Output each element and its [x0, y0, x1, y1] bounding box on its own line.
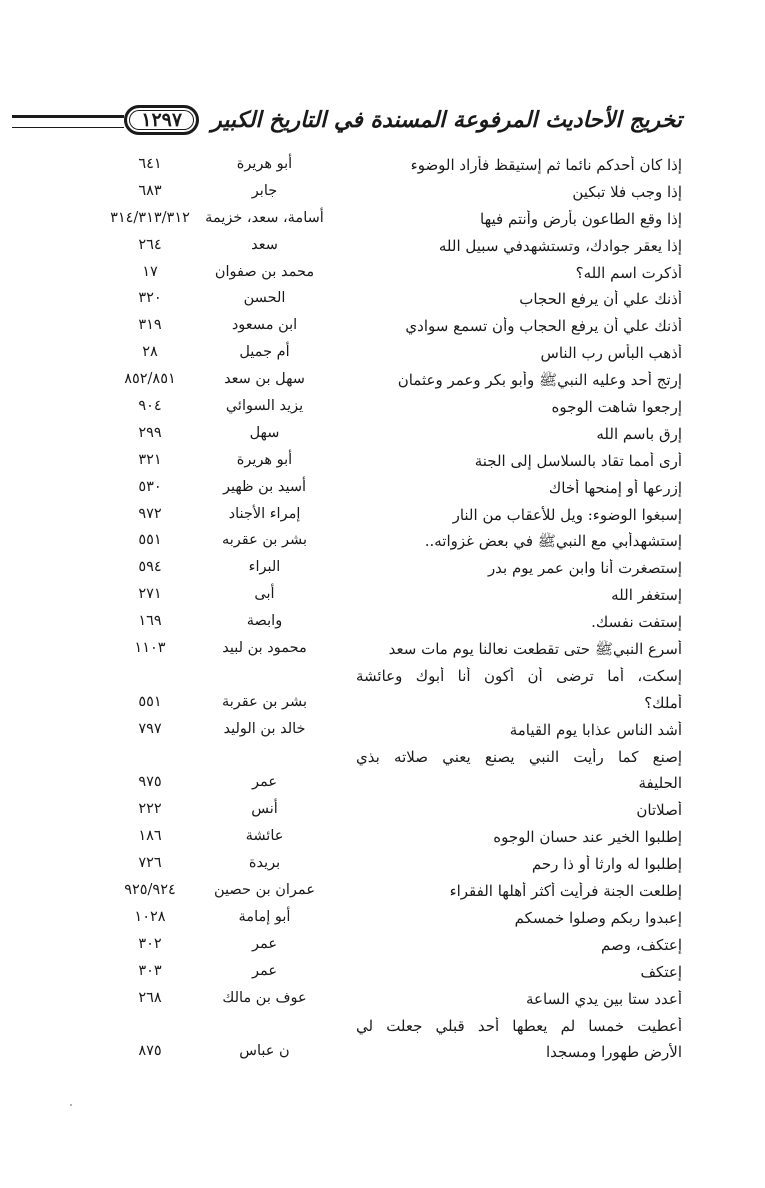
page-reference: ٢٢٢	[138, 801, 162, 818]
narrator: أبى	[254, 586, 275, 603]
page-reference: ٣٢١	[138, 451, 162, 468]
page-reference: ٩٢٥/٩٢٤	[124, 882, 176, 899]
index-row	[70, 988, 682, 1015]
page-speck	[70, 1104, 72, 1106]
narrator: سهل بن سعد	[224, 371, 305, 388]
hadith-text: إستشهدأبي مع النبيﷺ في بعض غزواته..	[424, 532, 682, 551]
narrator: أسامة، سعد، خزيمة	[205, 209, 324, 226]
index-row	[70, 934, 682, 961]
index-row	[70, 692, 682, 719]
index-row	[70, 826, 682, 853]
page-reference: ٢٧١	[138, 586, 162, 603]
hadith-text: أذكرت اسم الله؟	[575, 263, 682, 282]
page-reference: ٨٥٢/٨٥١	[124, 371, 176, 388]
narrator: بشر بن عقربة	[221, 693, 308, 710]
hadith-text: إرق باسم الله	[596, 424, 682, 443]
index-row	[70, 369, 682, 396]
narrator: البراء	[248, 559, 281, 576]
hadith-text: إذا يعقر جوادك، وتستشهدفي سبيل الله	[438, 236, 682, 255]
index-row	[70, 396, 682, 423]
index-row	[70, 235, 682, 262]
header-rule-end	[12, 115, 124, 128]
page-reference: ١٠٢٨	[134, 908, 166, 925]
running-title: تخريج الأحاديث المرفوعة المسندة في التاريخ الكبير	[211, 107, 682, 133]
page-reference: ٣١٩	[138, 317, 162, 334]
page-reference: ١٨٦	[138, 828, 162, 845]
hadith-text: إستصغرت أنا وابن عمر يوم بدر	[487, 559, 682, 578]
hadith-text: أعدد ستا بين يدي الساعة	[526, 989, 682, 1008]
hadith-text: أذنك علي أن يرفع الحجاب	[519, 290, 682, 309]
page-reference: ٣٢٠	[138, 290, 162, 307]
narrator: سهل	[249, 424, 280, 441]
hadith-text: إصنع كما رأيت النبي يصنع يعني صلاته بذي	[356, 747, 682, 766]
index-row	[70, 504, 682, 531]
narrator: وابصة	[246, 613, 283, 630]
hadith-text: إذا كان أحدكم نائما ثم إستيقظ فأراد الوضوء	[410, 156, 682, 174]
index-row	[70, 746, 682, 773]
page-reference: ٩٠٤	[138, 398, 162, 415]
hadith-text: أملك؟	[644, 693, 682, 712]
index-row	[70, 772, 682, 799]
narrator: أبو هريرة	[236, 451, 293, 468]
index-row	[70, 315, 682, 342]
narrator: أبو إمامة	[238, 908, 291, 925]
hadith-text: أعطيت خمسا لم يعطها أحد قبلي جعلت لي	[356, 1016, 682, 1035]
page-reference: ١٦٩	[138, 613, 162, 630]
page-reference: ٢٦٨	[138, 989, 162, 1006]
hadith-text: إستغفر الله	[611, 586, 682, 605]
page-reference: ٣١٤/٣١٣/٣١٢	[110, 209, 190, 226]
index-row	[70, 961, 682, 988]
page-reference: ٩٧٢	[138, 505, 162, 522]
page-reference: ٧٢٦	[138, 855, 162, 872]
index-row	[70, 557, 682, 584]
narrator: الحسن	[243, 290, 286, 307]
hadith-index-list	[70, 154, 682, 1068]
index-row	[70, 530, 682, 557]
hadith-text: إعتكف	[640, 962, 682, 981]
index-row	[70, 907, 682, 934]
narrator: عمر	[251, 935, 278, 952]
index-row	[70, 799, 682, 826]
index-row	[70, 342, 682, 369]
page-header	[84, 102, 682, 138]
page-reference: ٢٩٩	[138, 424, 162, 441]
narrator: محمد بن صفوان	[214, 263, 315, 280]
hadith-text: إرجعوا شاهت الوجوه	[551, 398, 682, 417]
page-reference: ٨٧٥	[138, 1043, 162, 1060]
narrator: بريدة	[248, 855, 281, 872]
narrator: عمر	[251, 962, 278, 979]
page-reference: ٥٩٤	[138, 559, 162, 576]
index-row	[70, 584, 682, 611]
narrator: أبو هريرة	[236, 156, 293, 172]
index-row	[70, 719, 682, 746]
index-row	[70, 477, 682, 504]
page-reference: ٥٥١	[138, 532, 162, 549]
narrator: أسيد بن ظهير	[222, 478, 307, 495]
hadith-text: أصلاتان	[636, 801, 682, 820]
narrator: عمران بن حصين	[214, 882, 315, 899]
index-row	[70, 288, 682, 315]
index-row	[70, 423, 682, 450]
hadith-text: إذا وقع الطاعون بأرض وأنتم فيها	[480, 209, 682, 228]
index-row	[70, 1015, 682, 1042]
hadith-text: إطلبوا الخير عند حسان الوجوه	[493, 828, 682, 847]
hadith-text: إزرعها أو إمنحها أخاك	[548, 478, 682, 497]
narrator: إمراء الأجناد	[228, 505, 301, 522]
hadith-text: إسبغوا الوضوء: ويل للأعقاب من النار	[452, 505, 682, 524]
narrator: عوف بن مالك	[222, 989, 307, 1006]
hadith-text: إسكت، أما ترضى أن أكون أنا أبوك وعائشة	[356, 666, 682, 685]
page-reference: ٧٩٧	[138, 720, 162, 737]
narrator: يزيد السوائي	[225, 398, 304, 415]
narrator: بشر بن عقربه	[221, 532, 308, 549]
index-row	[70, 665, 682, 692]
narrator: عمر	[251, 774, 278, 791]
hadith-text: أشد الناس عذابا يوم القيامة	[509, 720, 682, 739]
narrator: ن عباس	[239, 1043, 290, 1060]
index-row	[70, 853, 682, 880]
hadith-text: أذهب البأس رب الناس	[540, 344, 682, 363]
hadith-text: إذا وجب فلا تبكين	[572, 182, 682, 201]
narrator: سعد	[251, 236, 278, 253]
page-reference: ١١٠٣	[134, 640, 166, 657]
page-reference: ٢٦٤	[138, 236, 162, 253]
hadith-text: الحليفة	[638, 774, 682, 793]
hadith-text: إرتج أحد وعليه النبيﷺ وأبو بكر وعمر وعثمان	[397, 371, 682, 390]
narrator: خالد بن الوليد	[223, 720, 306, 737]
index-row	[70, 450, 682, 477]
hadith-text: الأرض طهورا ومسجدا	[545, 1043, 682, 1062]
page-reference: ٥٣٠	[138, 478, 162, 495]
page-reference: ٥٥١	[138, 693, 162, 710]
index-row	[70, 638, 682, 665]
hadith-text: إطلعت الجنة فرأيت أكثر أهلها الفقراء	[449, 882, 682, 901]
index-row	[70, 611, 682, 638]
page-reference: ٩٧٥	[138, 774, 162, 791]
index-row	[70, 208, 682, 235]
index-row	[70, 181, 682, 208]
narrator: محمود بن لبيد	[222, 640, 307, 657]
hadith-text: أسرع النبيﷺ حتى تقطعت نعالنا يوم مات سعد	[388, 640, 682, 659]
page-reference: ١٧	[142, 263, 158, 280]
narrator: ابن مسعود	[231, 317, 298, 334]
hadith-text: إستفت نفسك.	[591, 613, 682, 632]
page-reference: ٣٠٢	[138, 935, 162, 952]
narrator: عائشة	[245, 828, 284, 845]
page-reference: ٣٠٣	[138, 962, 162, 979]
index-row	[70, 1041, 682, 1068]
hadith-text: أرى أمما تقاد بالسلاسل إلى الجنة	[474, 451, 682, 470]
hadith-text: أذنك علي أن يرفع الحجاب وأن تسمع سوادي	[405, 317, 682, 336]
narrator: جابر	[251, 182, 278, 199]
hadith-text: إعتكف، وصم	[600, 935, 682, 954]
page-number: ١٢٩٧	[124, 105, 199, 135]
index-row	[70, 880, 682, 907]
hadith-text: إطلبوا له وارثا أو ذا رحم	[531, 855, 682, 874]
narrator: أنس	[251, 801, 278, 818]
index-row	[70, 154, 682, 181]
page-reference: ٢٨	[142, 344, 158, 361]
hadith-text: إعبدوا ربكم وصلوا خمسكم	[514, 908, 682, 927]
page-reference: ٦٤١	[138, 156, 162, 172]
index-row	[70, 262, 682, 289]
page-reference: ٦٨٣	[138, 182, 162, 199]
narrator: أم جميل	[239, 344, 290, 361]
